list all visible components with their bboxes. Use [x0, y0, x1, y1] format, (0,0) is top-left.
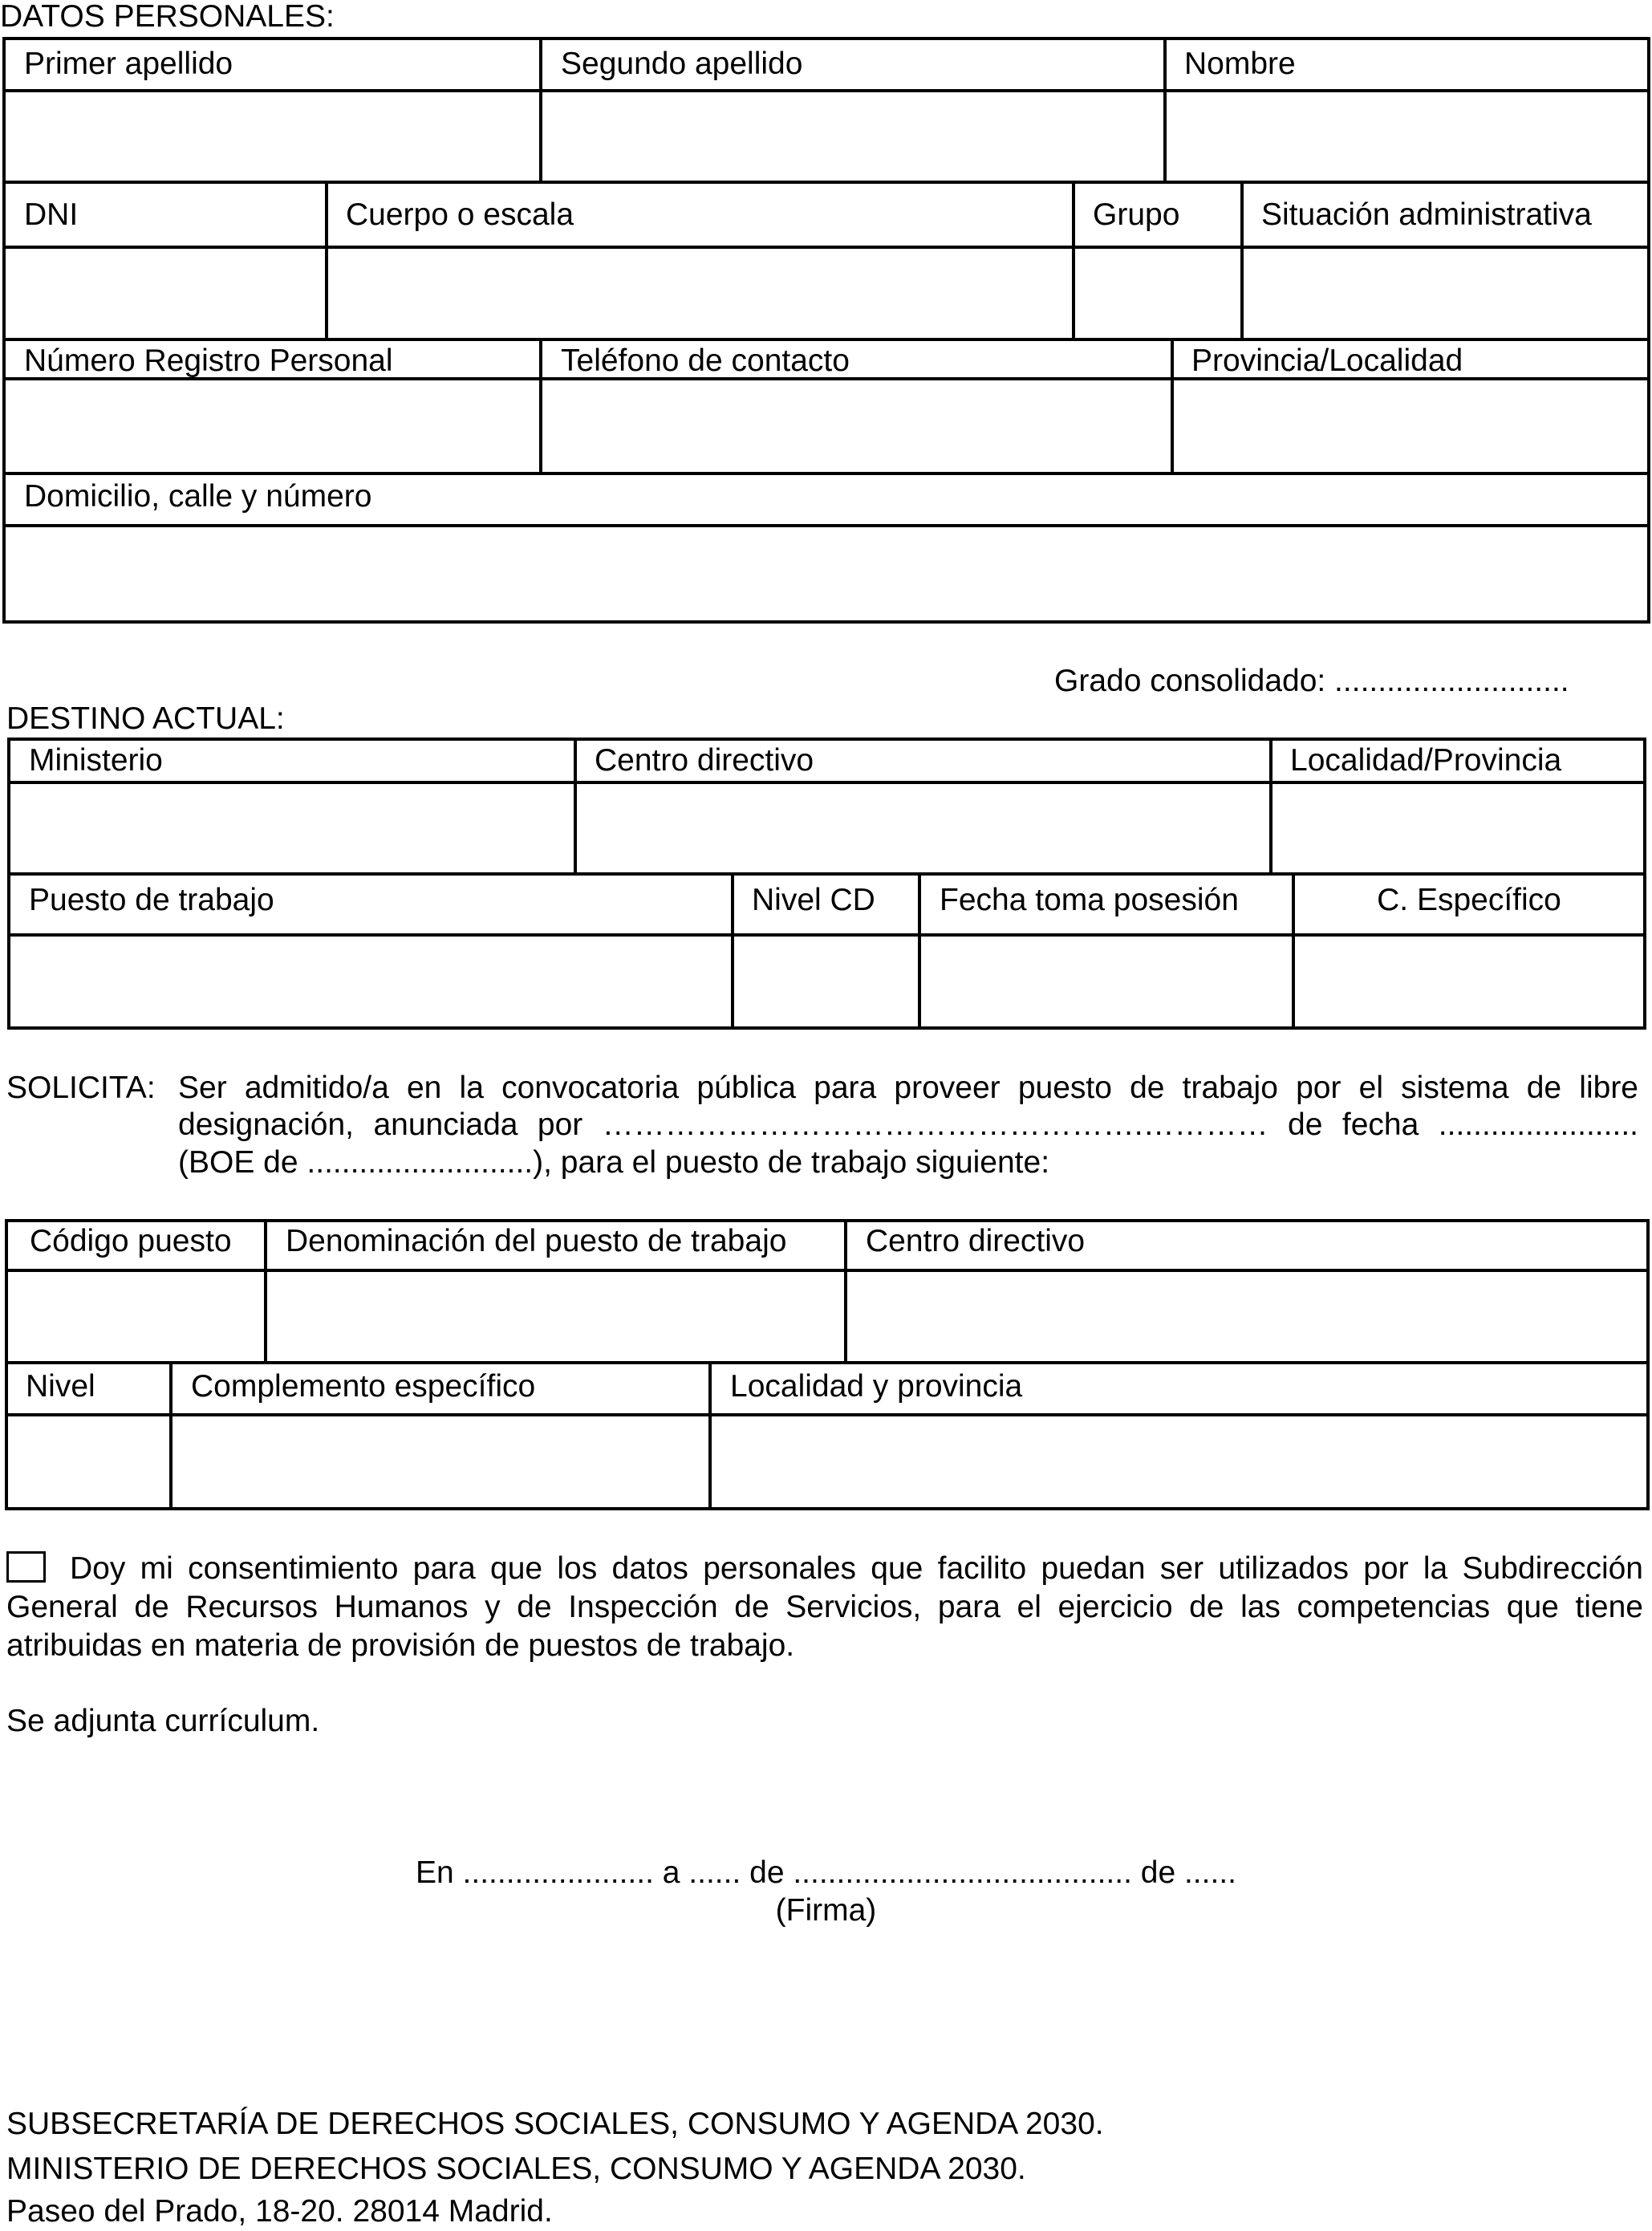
puesto-trabajo-label: Puesto de trabajo — [29, 883, 274, 917]
nombre-field[interactable] — [1167, 92, 1647, 181]
complemento-especifico-field[interactable] — [173, 1416, 708, 1507]
primer-apellido-field[interactable] — [6, 92, 539, 181]
consent-line-3: atribuidas en materia de provisión de puestos de trabajo. — [6, 1628, 795, 1663]
telefono-field[interactable] — [542, 380, 1171, 472]
centro-directivo-field[interactable] — [577, 784, 1269, 872]
footer-subsecretaria: SUBSECRETARÍA DE DERECHOS SOCIALES, CONSUMO Y AGENDA 2030. — [6, 2107, 1104, 2141]
dni-label: DNI — [24, 197, 79, 232]
domicilio-label: Domicilio, calle y número — [24, 479, 372, 514]
divider — [2, 338, 1650, 341]
consent-checkbox[interactable] — [6, 1551, 46, 1583]
consent-line-2: General de Recursos Humanos y de Inspección de Servicios, para el ejercicio de las competencias que tiene — [6, 1590, 1643, 1624]
consent-line-1: Doy mi consentimiento para que los datos personales que facilito puedan ser utilizados por la Subdirección — [70, 1551, 1643, 1586]
codigo-puesto-field[interactable] — [8, 1272, 264, 1361]
footer-ministerio: MINISTERIO DE DERECHOS SOCIALES, CONSUMO Y AGENDA 2030. — [6, 2152, 1026, 2186]
firma-label: (Firma) — [775, 1893, 877, 1928]
codigo-puesto-label: Código puesto — [30, 1224, 232, 1258]
grupo-field[interactable] — [1075, 249, 1240, 338]
nrp-label: Número Registro Personal — [24, 343, 393, 378]
nivel-label: Nivel — [26, 1369, 95, 1404]
centro-directivo-solicitado-field[interactable] — [847, 1272, 1646, 1361]
fecha-posesion-field[interactable] — [921, 937, 1292, 1026]
c-especifico-field[interactable] — [1295, 937, 1643, 1026]
dni-field[interactable] — [6, 249, 325, 338]
c-especifico-label: C. Específico — [1377, 883, 1561, 917]
footer-address: Paseo del Prado, 18-20. 28014 Madrid. — [6, 2194, 553, 2229]
nombre-label: Nombre — [1184, 47, 1296, 81]
domicilio-field[interactable] — [6, 527, 1647, 620]
segundo-apellido-field[interactable] — [542, 92, 1163, 181]
situacion-field[interactable] — [1244, 249, 1647, 338]
divider — [2, 181, 1650, 184]
centro-directivo-solicitado-label: Centro directivo — [866, 1224, 1086, 1258]
localidad-y-provincia-field[interactable] — [712, 1416, 1646, 1507]
nivel-field[interactable] — [8, 1416, 169, 1507]
ministerio-field[interactable] — [10, 784, 574, 872]
cuerpo-label: Cuerpo o escala — [346, 197, 574, 232]
telefono-label: Teléfono de contacto — [561, 343, 850, 378]
grado-consolidado: Grado consolidado: ........................... — [1054, 664, 1569, 698]
ministerio-label: Ministerio — [29, 743, 163, 778]
segundo-apellido-label: Segundo apellido — [561, 47, 803, 81]
solicita-line-2: designación, anunciada por …………………………………………….………… de fecha ....................... — [178, 1107, 1638, 1142]
puesto-trabajo-field[interactable] — [10, 937, 731, 1026]
divider — [2, 472, 1650, 475]
nrp-field[interactable] — [6, 380, 539, 472]
divider — [7, 872, 1646, 876]
denominacion-field[interactable] — [267, 1272, 844, 1361]
nivel-cd-field[interactable] — [734, 937, 918, 1026]
situacion-label: Situación administrativa — [1261, 197, 1592, 232]
divider — [5, 1361, 1650, 1364]
centro-directivo-label: Centro directivo — [595, 743, 814, 778]
localidad-provincia-field[interactable] — [1272, 784, 1643, 872]
curriculum-note: Se adjunta currículum. — [6, 1704, 320, 1738]
nivel-cd-label: Nivel CD — [752, 883, 875, 917]
denominacion-label: Denominación del puesto de trabajo — [286, 1224, 787, 1258]
localidad-provincia-label: Localidad/Provincia — [1290, 743, 1562, 778]
solicita-line-1: Ser admitido/a en la convocatoria pública para proveer puesto de trabajo por el sistema de libre — [178, 1071, 1638, 1105]
provincia-label: Provincia/Localidad — [1191, 343, 1463, 378]
primer-apellido-label: Primer apellido — [24, 47, 233, 81]
grupo-label: Grupo — [1093, 197, 1180, 232]
solicita-label: SOLICITA: — [6, 1071, 156, 1105]
provincia-field[interactable] — [1174, 380, 1647, 472]
localidad-y-provincia-label: Localidad y provincia — [730, 1369, 1023, 1404]
complemento-especifico-label: Complemento específico — [191, 1369, 536, 1404]
destino-section-title: DESTINO ACTUAL: — [6, 701, 285, 736]
fecha-posesion-label: Fecha toma posesión — [940, 883, 1239, 917]
personal-section-title: DATOS PERSONALES: — [0, 0, 335, 34]
solicita-line-3: (BOE de ..........................), para el puesto de trabajo siguiente: — [178, 1145, 1050, 1180]
signature-date-line: En ...................... a ...... de ....................................... de ...... — [416, 1855, 1236, 1890]
cuerpo-field[interactable] — [328, 249, 1072, 338]
